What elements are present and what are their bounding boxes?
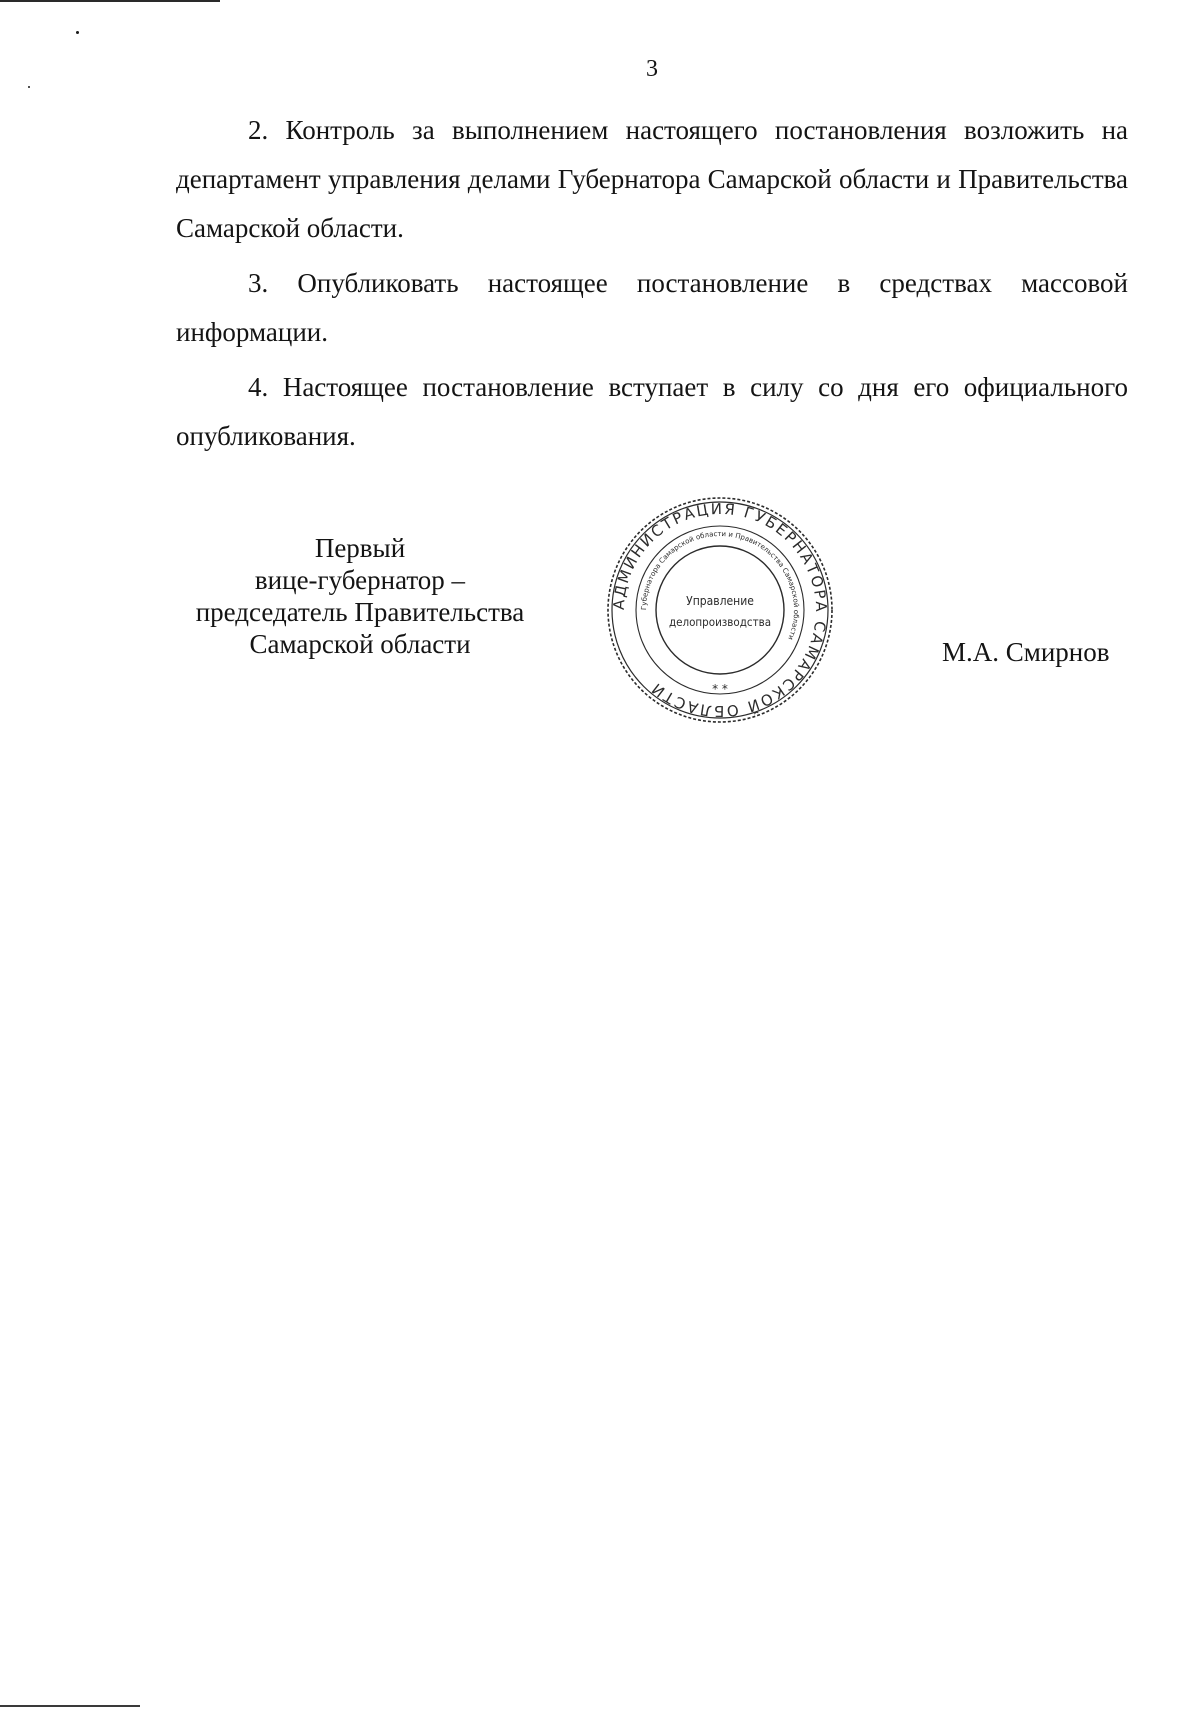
- page-number: 3: [646, 56, 658, 82]
- scan-edge-bottom: [0, 1705, 140, 1707]
- scan-speck: [76, 31, 79, 34]
- paragraph-3: 3. Опубликовать настоящее постановление в средствах массовой информации.: [176, 268, 1128, 347]
- paragraph-2: 2. Контроль за выполнением настоящего постановления возложить на департамент управления делами Губернатора Самарской области и Правительства Самарской области.: [176, 115, 1128, 243]
- scan-edge-top: [0, 0, 220, 2]
- position-line: Самарской области: [249, 629, 471, 659]
- seal-inner-text: Губернатора Самарской области и Правительства Самарской области: [639, 529, 801, 642]
- signatory-position: [160, 532, 560, 660]
- position-line: вице-губернатор –: [254, 565, 466, 595]
- paragraph-4: 4. Настоящее постановление вступает в силу со дня его официального опубликования.: [176, 372, 1128, 451]
- position-line: председатель Правительства: [195, 597, 525, 627]
- official-seal: [600, 490, 840, 730]
- position-line: Первый: [314, 533, 406, 563]
- signatory-name: М.А. Смирнов: [942, 637, 1110, 667]
- seal-outer-text: АДМИНИСТРАЦИЯ ГУБЕРНАТОРА САМАРСКОЙ ОБЛАСТИ: [609, 499, 831, 721]
- seal-center-line: делопроизводства: [668, 615, 772, 629]
- scan-speck: [28, 86, 30, 88]
- seal-center-line: Управление: [686, 594, 754, 608]
- seal-star-icon: * *: [712, 682, 728, 696]
- body-text: [176, 106, 1128, 467]
